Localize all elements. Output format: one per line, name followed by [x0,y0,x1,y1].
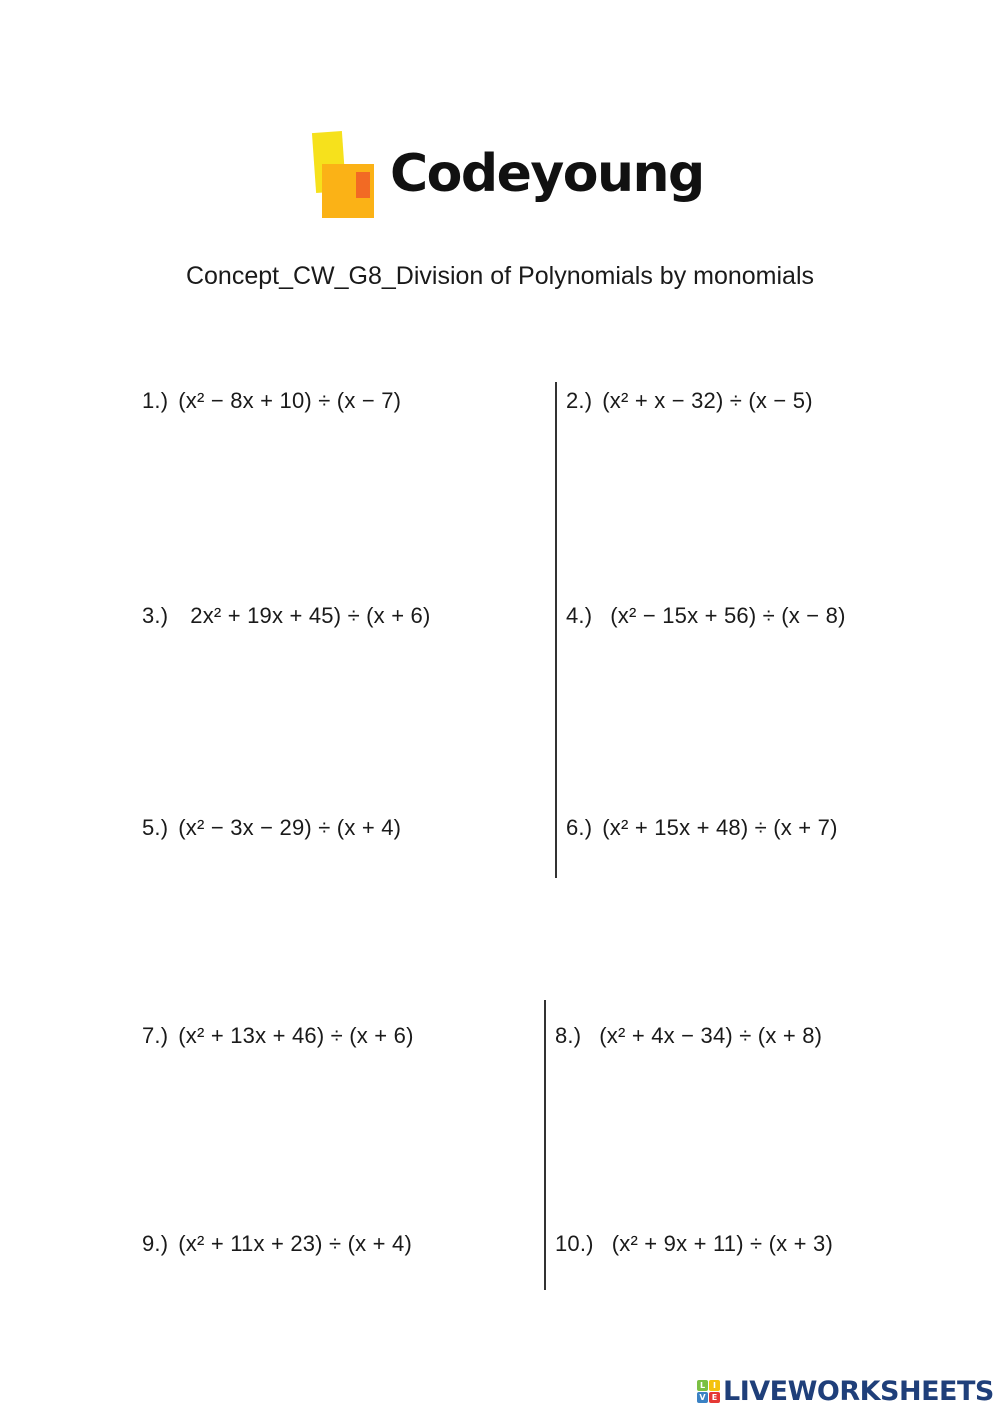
watermark-text: LIVEWORKSHEETS [723,1376,994,1407]
problem-7 [142,1023,414,1049]
column-divider-bottom [544,1000,546,1290]
worksheet-title: Concept_CW_G8_Division of Polynomials by monomials [185,262,815,290]
problem-expression: (x² + x − 32) ÷ (x − 5) [602,388,813,413]
problem-8 [555,1023,822,1049]
problem-expression: (x² − 15x + 56) ÷ (x − 8) [610,603,846,628]
problem-9 [142,1231,412,1257]
problem-expression: (x² − 3x − 29) ÷ (x + 4) [178,815,402,840]
problem-number: 1.) [142,388,169,413]
problem-number: 3.) [142,603,169,628]
problem-3 [142,603,431,629]
problem-expression: (x² + 9x + 11) ÷ (x + 3) [611,1231,833,1256]
column-divider-top [555,382,557,878]
problem-number: 9.) [142,1231,169,1256]
problem-1 [142,388,401,414]
problem-number: 2.) [566,388,593,413]
problem-4 [566,603,846,629]
problem-number: 4.) [566,603,593,628]
problem-number: 10.) [555,1231,594,1256]
problem-10 [555,1231,833,1257]
problem-5 [142,815,401,841]
problem-6 [566,815,838,841]
problem-number: 8.) [555,1023,582,1048]
problem-expression: (x² + 13x + 46) ÷ (x + 6) [178,1023,414,1048]
problem-expression: (x² − 8x + 10) ÷ (x − 7) [178,388,402,413]
problem-2 [566,388,813,414]
brand-name: Codeyoung [390,144,704,204]
codeyoung-logo [312,128,702,228]
liveworksheets-logo-icon: L I V E [697,1380,721,1404]
problem-expression: (x² + 11x + 23) ÷ (x + 4) [178,1231,412,1256]
codeyoung-logo-icon [312,128,378,220]
problem-expression: (x² + 15x + 48) ÷ (x + 7) [602,815,838,840]
problem-expression: 2x² + 19x + 45) ÷ (x + 6) [190,603,431,628]
problem-expression: (x² + 4x − 34) ÷ (x + 8) [599,1023,823,1048]
problem-number: 7.) [142,1023,169,1048]
problem-number: 6.) [566,815,593,840]
problem-number: 5.) [142,815,169,840]
